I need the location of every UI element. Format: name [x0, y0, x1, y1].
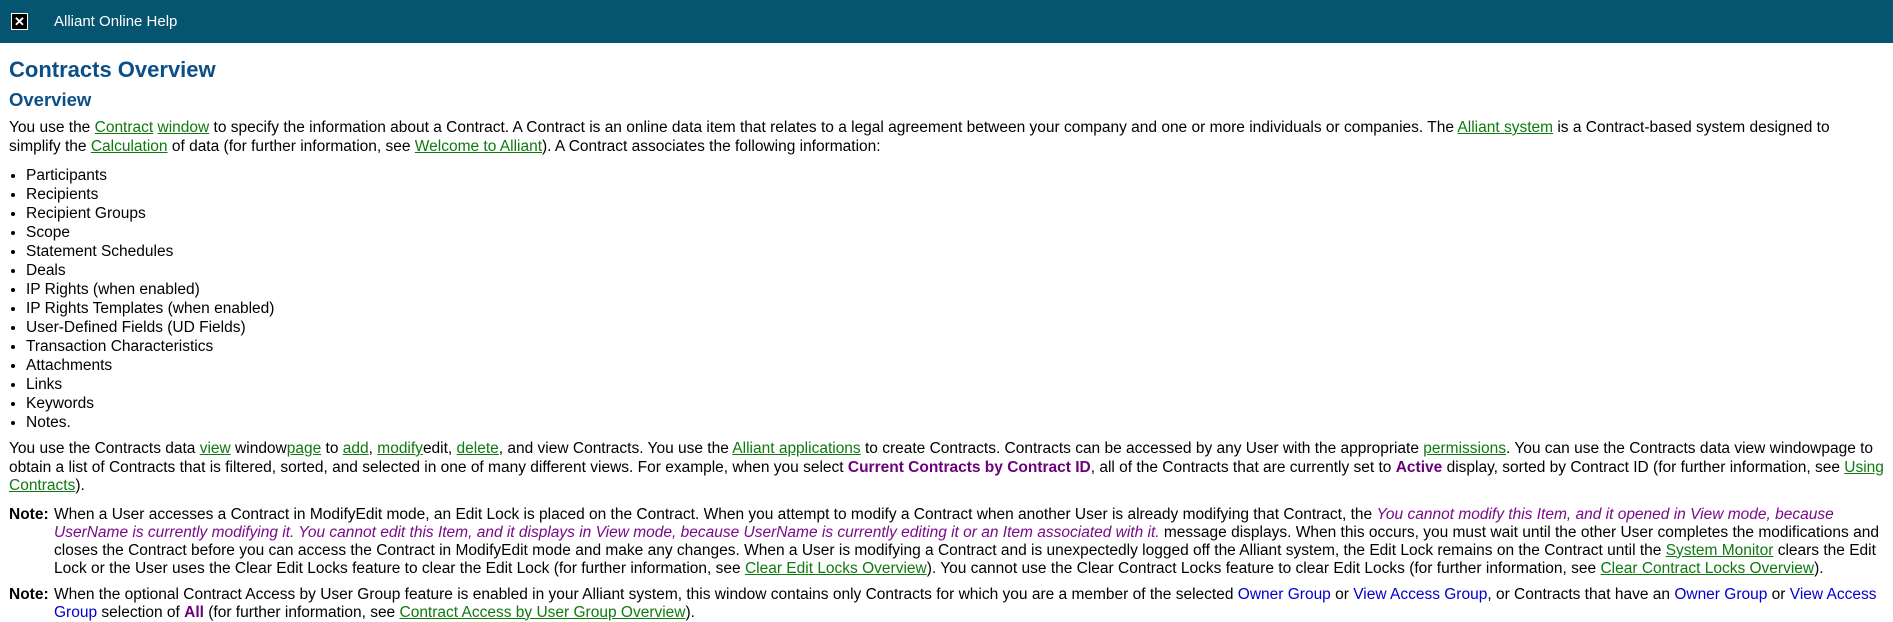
link-alliant-system[interactable]: Alliant system	[1457, 119, 1554, 136]
link-view[interactable]: view	[199, 440, 231, 457]
text: or	[1330, 585, 1354, 603]
text: to	[321, 440, 343, 457]
text: message displays. When this occurs, you must wait until the other User completes the modifications and closes the Contract before you can access the Contract in ModifyEdit mode and make any changes. When a User is modifying a Contract and is unexpectedly logged off the Alliant system, the Edit Lock remains on the Contract until the	[54, 523, 1879, 559]
view-name: Current Contracts by Contract ID	[847, 458, 1091, 476]
selection-value: All	[184, 603, 204, 621]
note-body	[54, 586, 1884, 622]
text: . You can use the Contracts data view windowpage to obtain a list of Contracts that is filtered, sorted, and selected in one of many different views. For example, when you select	[9, 440, 1874, 476]
link-system-monitor[interactable]: System Monitor	[1665, 541, 1774, 559]
text: ). A Contract associates the following information:	[542, 137, 881, 155]
text: You use the Contracts data	[9, 440, 200, 457]
text: clears the Edit Lock or the User uses the Clear Edit Locks feature to clear the Edit Lock (for further information, see	[54, 541, 1876, 577]
note-edit-lock	[9, 506, 1884, 578]
link-delete[interactable]: delete	[456, 440, 499, 457]
text: , or Contracts that have an	[1487, 585, 1675, 603]
text: to create Contracts. Contracts can be accessed by any User with the appropriate	[860, 440, 1424, 457]
link-access-by-group[interactable]: Contract Access by User Group Overview	[399, 603, 686, 621]
list-item: • IP Rights (when enabled)	[26, 280, 1884, 299]
link-welcome[interactable]: Welcome to Alliant	[414, 137, 543, 155]
text: You use the	[9, 119, 95, 136]
link-window[interactable]: window	[157, 119, 210, 136]
list-item: • Recipient Groups	[26, 204, 1884, 223]
text: is a Contract-based system designed to simplify the	[9, 119, 1830, 155]
list-item: • Statement Schedules	[26, 242, 1884, 261]
link-owner-group[interactable]: Owner Group	[1674, 585, 1768, 603]
link-owner-group[interactable]: Owner Group	[1237, 585, 1331, 603]
note-body	[54, 506, 1884, 578]
link-page[interactable]: page	[286, 440, 322, 457]
link-calculation[interactable]: Calculation	[90, 137, 168, 155]
list-item: • Transaction Characteristics	[26, 337, 1884, 356]
title-bar	[0, 0, 1893, 43]
list-item: • Attachments	[26, 356, 1884, 375]
note-label: Note:	[9, 585, 49, 603]
text: window	[230, 440, 287, 457]
text: to specify the information about a Contract. A Contract is an online data item that relates to a legal agreement between your company and one or more individuals or companies. The	[209, 119, 1458, 136]
link-add[interactable]: add	[342, 440, 369, 457]
text: ).	[75, 477, 85, 494]
text: When the optional Contract Access by User Group feature is enabled in your Alliant system, this window contains only Contracts for which you are a member of the selected	[54, 585, 1238, 603]
intro-paragraph	[9, 119, 1884, 156]
section-heading: Overview	[9, 89, 92, 110]
link-modify[interactable]: modify	[377, 440, 423, 457]
list-item: • Scope	[26, 223, 1884, 242]
list-item: • Participants	[26, 166, 1884, 185]
note-user-group	[9, 586, 1884, 622]
text: of data (for further information, see	[167, 137, 415, 155]
text: edit,	[422, 440, 457, 457]
text: display, sorted by Contract ID (for further information, see	[1442, 458, 1845, 476]
text: ). You cannot use the Clear Contract Locks feature to clear Edit Locks (for further information, see	[926, 559, 1601, 577]
text: (for further information, see	[203, 603, 400, 621]
list-item: • Recipients	[26, 185, 1884, 204]
error-message: You cannot modify this Item, and it opened in View mode, because UserName is currently modifying it. You cannot edit this Item, and it displays in View mode, because UserName is currently editing it or an Item associated with it.	[54, 505, 1834, 541]
text: When a User accesses a Contract in ModifyEdit mode, an Edit Lock is placed on the Contract. When you attempt to modify a Contract when another User is already modifying that Contract, the	[54, 505, 1377, 523]
text: ).	[685, 603, 695, 621]
information-list	[9, 166, 1884, 432]
text: , and view Contracts. You use the	[498, 440, 733, 457]
list-item: • Deals	[26, 261, 1884, 280]
status-value: Active	[1395, 458, 1443, 476]
link-contract[interactable]: Contract	[94, 119, 154, 136]
list-item: • Notes.	[26, 413, 1884, 432]
list-item: • Keywords	[26, 394, 1884, 413]
text: selection of	[97, 603, 185, 621]
note-label: Note:	[9, 505, 49, 523]
close-icon[interactable]: ✕	[11, 13, 28, 30]
link-permissions[interactable]: permissions	[1423, 440, 1506, 457]
usage-paragraph	[9, 440, 1884, 496]
list-item: • User-Defined Fields (UD Fields)	[26, 318, 1884, 337]
text: ).	[1814, 559, 1824, 577]
text: ,	[368, 440, 378, 457]
page-title: Contracts Overview	[9, 57, 216, 82]
app-title: Alliant Online Help	[54, 13, 178, 30]
link-clear-edit-locks[interactable]: Clear Edit Locks Overview	[744, 559, 927, 577]
list-item: • IP Rights Templates (when enabled)	[26, 299, 1884, 318]
text: or	[1767, 585, 1790, 603]
link-view-access-group[interactable]: View Access Group	[54, 585, 1877, 621]
text: , all of the Contracts that are currently set to	[1090, 458, 1396, 476]
link-clear-contract-locks[interactable]: Clear Contract Locks Overview	[1600, 559, 1815, 577]
link-view-access-group[interactable]: View Access Group	[1353, 585, 1488, 603]
link-alliant-applications[interactable]: Alliant applications	[732, 440, 861, 457]
help-content	[0, 57, 1893, 622]
list-item: • Links	[26, 375, 1884, 394]
link-using-contracts[interactable]: Using Contracts	[9, 458, 1884, 494]
